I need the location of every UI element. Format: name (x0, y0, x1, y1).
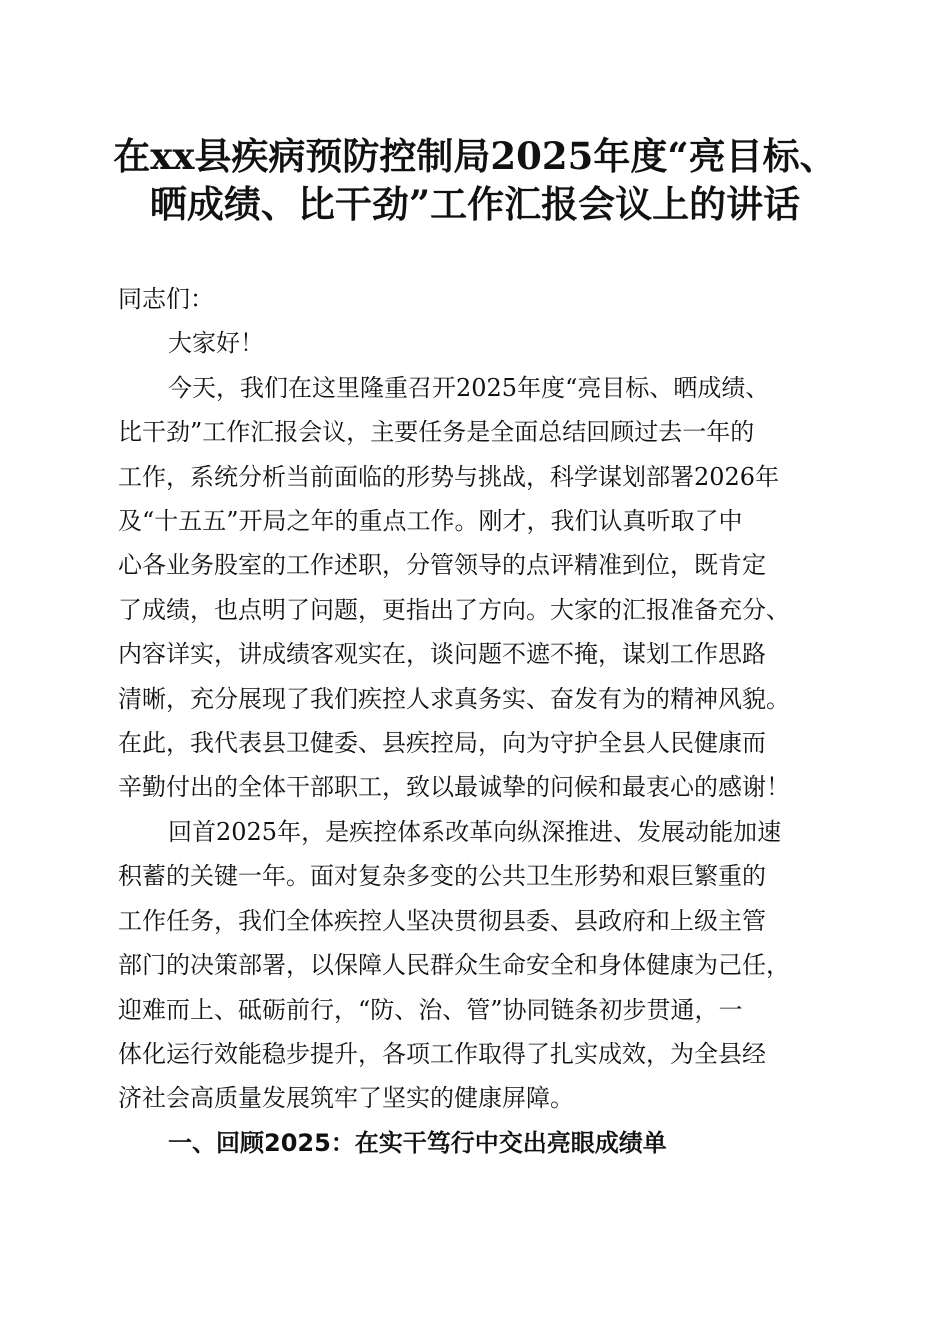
paragraph-2-line: 部门的决策部署，以保障人民群众生命安全和身体健康为己任， (118, 951, 790, 980)
paragraph-1-line: 在此，我代表县卫健委、县疾控局，向为守护全县人民健康而 (118, 729, 766, 758)
paragraph-2-line: 济社会高质量发展筑牢了坚实的健康屏障。 (118, 1084, 574, 1113)
section-heading: 一、回顾2025：在实干笃行中交出亮眼成绩单 (168, 1128, 667, 1157)
paragraph-2-line: 积蓄的关键一年。面对复杂多变的公共卫生形势和艰巨繁重的 (118, 862, 766, 891)
paragraph-1-line: 比干劲”工作汇报会议，主要任务是全面总结回顾过去一年的 (118, 418, 755, 447)
paragraph-1-line: 内容详实，讲成绩客观实在，谈问题不遮不掩，谋划工作思路 (118, 640, 766, 669)
paragraph-1-line: 今天，我们在这里隆重召开2025年度“亮目标、晒成绩、 (168, 373, 770, 402)
paragraph-2-line: 迎难而上、砥砺前行，“防、治、管”协同链条初步贯通，一 (118, 995, 743, 1024)
title-line-1: 在xx县疾病预防控制局2025年度“亮目标、 (113, 134, 837, 178)
paragraph-1 (118, 366, 848, 810)
paragraph-2-line: 回首2025年，是疾控体系改革向纵深推进、发展动能加速 (168, 817, 782, 846)
paragraph-1-line: 及“十五五”开局之年的重点工作。刚才，我们认真听取了中 (118, 507, 743, 536)
document-body (118, 277, 848, 1165)
salutation: 同志们： (118, 285, 214, 313)
paragraph-1-line: 心各业务股室的工作述职，分管领导的点评精准到位，既肯定 (118, 551, 766, 580)
paragraph-2-line: 工作任务，我们全体疾控人坚决贯彻县委、县政府和上级主管 (118, 906, 766, 935)
paragraph-1-line: 了成绩，也点明了问题，更指出了方向。大家的汇报准备充分、 (118, 595, 790, 624)
paragraph-1-line: 工作，系统分析当前面临的形势与挑战，科学谋划部署2026年 (118, 462, 780, 491)
paragraph-2 (118, 810, 848, 1121)
greeting: 大家好！ (168, 329, 264, 358)
paragraph-2-line: 体化运行效能稳步提升，各项工作取得了扎实成效，为全县经 (118, 1039, 766, 1068)
paragraph-1-line: 清晰，充分展现了我们疾控人求真务实、奋发有为的精神风貌。 (118, 684, 790, 713)
paragraph-1-line: 辛勤付出的全体干部职工，致以最诚挚的问候和最衷心的感谢！ (118, 773, 790, 802)
title-line-2: 晒成绩、比干劲”工作汇报会议上的讲话 (149, 182, 801, 226)
document-title (90, 132, 860, 228)
